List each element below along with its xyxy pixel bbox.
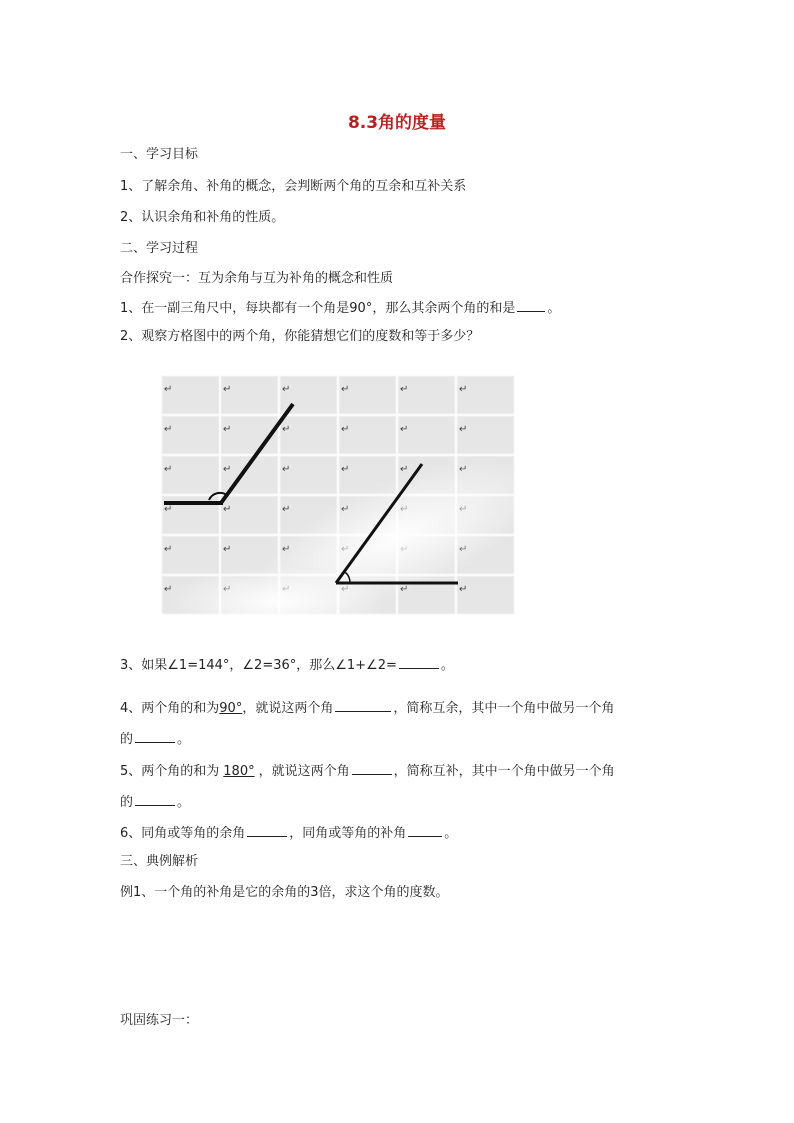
section-heading-process: 二、学习过程	[120, 241, 199, 256]
grid-cell	[457, 416, 514, 454]
question-5-value: 180°	[223, 764, 255, 779]
answer-blank[interactable]	[517, 297, 545, 312]
cell-return-mark: ↵	[341, 384, 350, 395]
cell-return-mark: ↵	[164, 544, 173, 555]
cell-return-mark: ↵	[459, 584, 468, 595]
section-heading-examples: 三、典例解析	[120, 854, 199, 869]
angle-grid-figure	[158, 362, 528, 630]
question-5-cont	[120, 791, 190, 812]
cell-return-mark: ↵	[164, 424, 173, 435]
question-4-end: 。	[177, 732, 191, 747]
question-4-text-2: ，就说这两个角	[242, 701, 334, 716]
question-5-text-2: ，就说这两个角	[258, 764, 350, 779]
question-1-text: 1、在一副三角尺中，每块都有一个角是90°，那么其余两个角的和是	[120, 301, 516, 316]
explore-heading: 合作探究一：互为余角与互为补角的概念和性质	[120, 271, 394, 286]
grid-cell	[280, 456, 337, 494]
question-1-end: 。	[547, 301, 561, 316]
grid-cell	[457, 576, 514, 614]
cell-return-mark: ↵	[459, 384, 468, 395]
grid-cell	[280, 416, 337, 454]
question-5-text-3: ，简称互补，其中一个角中做另一个角	[393, 764, 615, 779]
answer-blank[interactable]	[135, 791, 175, 806]
grid-cell	[162, 376, 219, 414]
question-4-value: 90°	[219, 701, 243, 716]
question-3-text: 3、如果∠1=144°，∠2=36°，那么∠1+∠2=	[120, 658, 397, 673]
objective-2: 2、认识余角和补角的性质。	[120, 210, 285, 225]
question-6	[120, 822, 457, 843]
grid-cell	[457, 376, 514, 414]
cell-return-mark: ↵	[223, 424, 232, 435]
question-5-text: 5、两个角的和为	[120, 764, 220, 779]
cell-return-mark: ↵	[164, 584, 173, 595]
question-4-text-3: ，简称互余，其中一个角中做另一个角	[393, 701, 615, 716]
grid-cell	[339, 416, 396, 454]
question-5-text-4: 的	[120, 795, 134, 810]
grid-cell	[162, 456, 219, 494]
cell-return-mark: ↵	[341, 464, 350, 475]
question-1	[120, 297, 560, 318]
answer-blank[interactable]	[335, 697, 391, 712]
question-4	[120, 697, 614, 718]
answer-blank[interactable]	[135, 728, 175, 743]
grid-cell	[221, 496, 278, 534]
question-3	[120, 654, 454, 675]
cell-return-mark: ↵	[341, 424, 350, 435]
cell-return-mark: ↵	[223, 384, 232, 395]
cell-return-mark: ↵	[400, 464, 409, 475]
cell-return-mark: ↵	[282, 464, 291, 475]
question-6-text-2: ，同角或等角的补角	[289, 826, 407, 841]
grid-cell	[221, 376, 278, 414]
cell-return-mark: ↵	[282, 424, 291, 435]
grid-cell	[398, 376, 455, 414]
cell-return-mark: ↵	[223, 544, 232, 555]
question-5-end: 。	[177, 795, 191, 810]
cell-return-mark: ↵	[282, 504, 291, 515]
cell-return-mark: ↵	[164, 504, 173, 515]
page-title: 8.3角的度量	[347, 113, 447, 133]
cell-return-mark: ↵	[282, 384, 291, 395]
answer-blank[interactable]	[408, 822, 442, 837]
cell-return-mark: ↵	[400, 424, 409, 435]
answer-blank[interactable]	[247, 822, 287, 837]
cell-return-mark: ↵	[459, 424, 468, 435]
question-4-cont	[120, 728, 190, 749]
grid-cell	[398, 416, 455, 454]
answer-blank[interactable]	[352, 760, 392, 775]
grid-cell	[339, 376, 396, 414]
cell-return-mark: ↵	[164, 384, 173, 395]
question-2: 2、观察方格图中的两个角，你能猜想它们的度数和等于多少？	[120, 329, 480, 344]
cell-return-mark: ↵	[400, 384, 409, 395]
question-4-text-4: 的	[120, 732, 134, 747]
section-heading-objectives: 一、学习目标	[120, 147, 199, 162]
practice-heading: 巩固练习一：	[120, 1013, 199, 1028]
objective-1: 1、了解余角、补角的概念，会判断两个角的互余和互补关系	[120, 179, 467, 194]
grid-cell	[162, 536, 219, 574]
question-3-end: 。	[440, 658, 454, 673]
question-6-end: 。	[444, 826, 458, 841]
question-5	[120, 760, 615, 781]
cell-return-mark: ↵	[223, 504, 232, 515]
answer-blank[interactable]	[399, 654, 439, 669]
example-1: 例1、一个角的补角是它的余角的3倍，求这个角的度数。	[120, 885, 449, 900]
question-4-text: 4、两个角的和为	[120, 701, 220, 716]
question-6-text: 6、同角或等角的余角	[120, 826, 246, 841]
cell-return-mark: ↵	[164, 464, 173, 475]
cell-return-mark: ↵	[223, 464, 232, 475]
grid-cell	[162, 416, 219, 454]
